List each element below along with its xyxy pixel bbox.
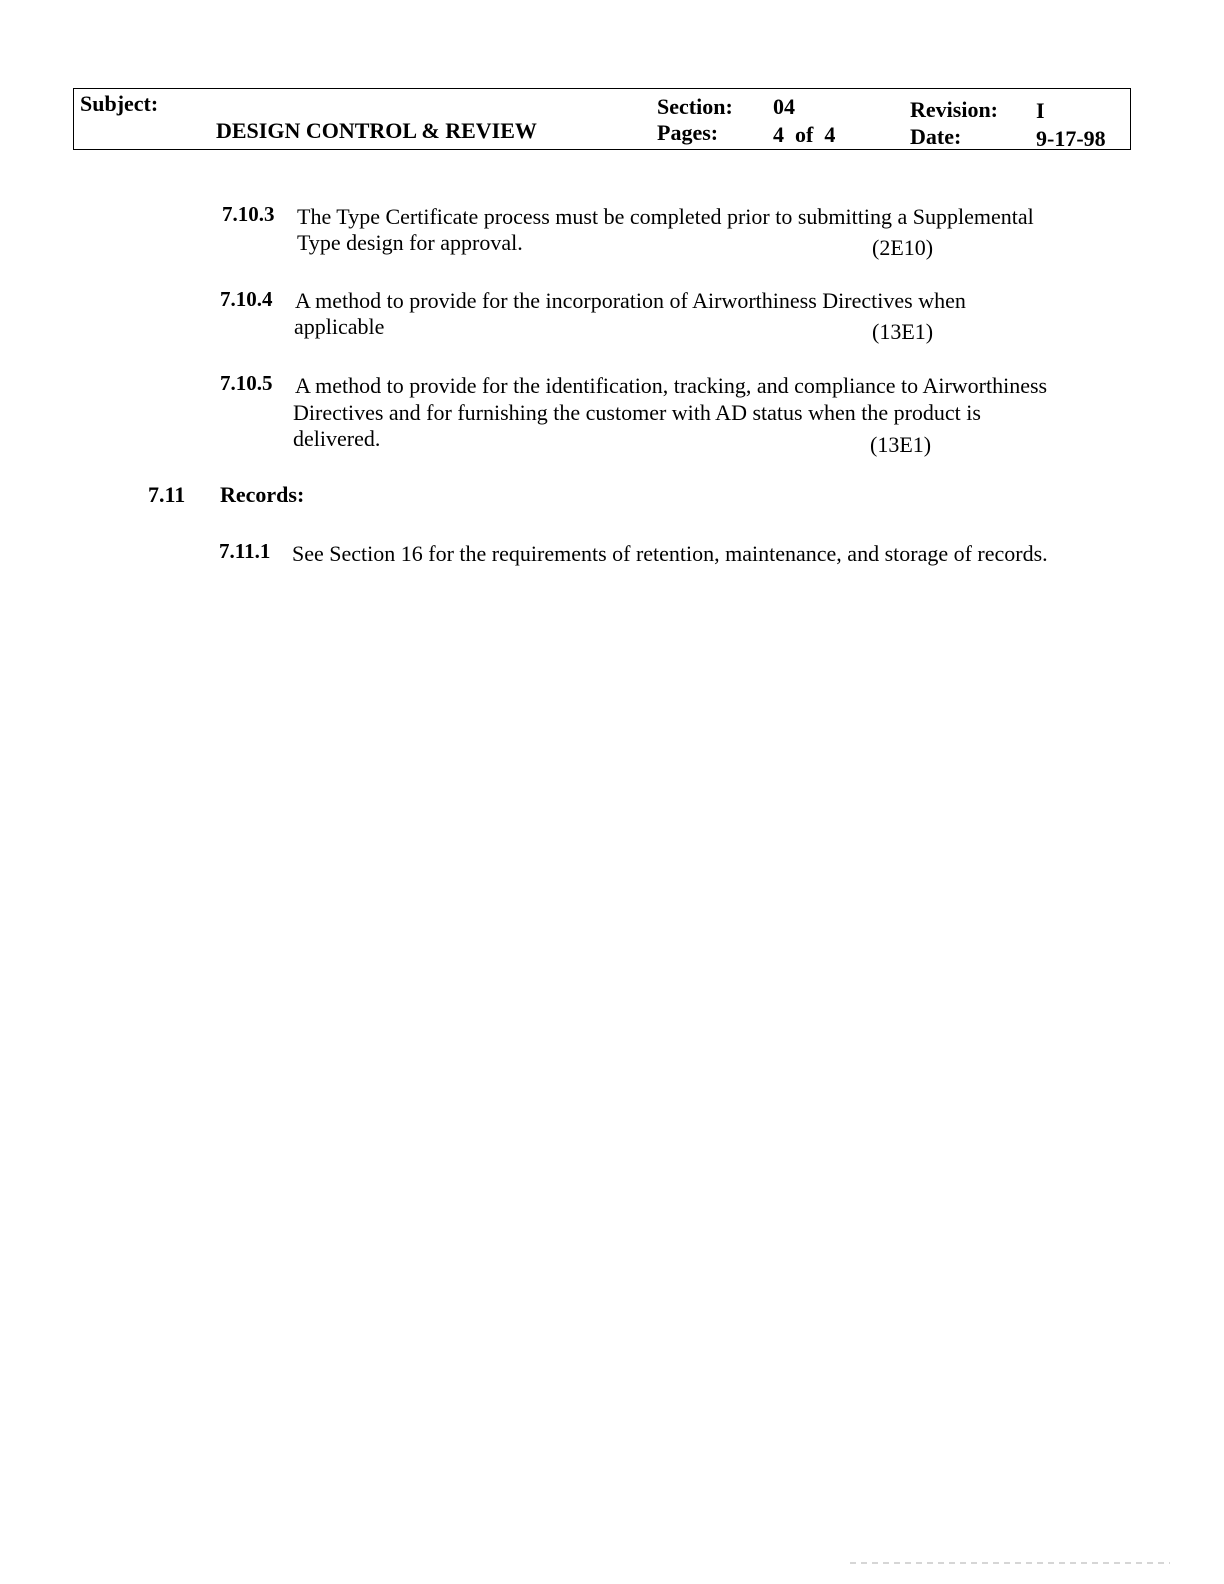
item-text: Directives and for furnishing the customer with AD status when the product is xyxy=(293,400,981,425)
item-number: 7.10.3 xyxy=(222,202,275,226)
date-label: Date: xyxy=(910,124,962,149)
reference-code: (2E10) xyxy=(872,235,934,260)
reference-code: (13E1) xyxy=(870,432,932,457)
item-text: A method to provide for the identification, tracking, and compliance to Airworthiness xyxy=(295,373,1048,398)
revision-label: Revision: xyxy=(910,97,998,122)
subject-value: DESIGN CONTROL & REVIEW xyxy=(216,118,537,143)
item-text: Type design for approval. xyxy=(297,230,523,255)
section-value: 04 xyxy=(773,94,795,119)
revision-value: I xyxy=(1036,98,1045,123)
date-value: 9-17-98 xyxy=(1036,126,1106,151)
item-text: A method to provide for the incorporation of Airworthiness Directives when xyxy=(295,288,966,313)
scan-artifact xyxy=(850,1562,1170,1564)
item-number: 7.11.1 xyxy=(219,539,271,563)
pages-label: Pages: xyxy=(657,120,719,145)
item-text: delivered. xyxy=(293,426,381,451)
section-number: 7.11 xyxy=(148,482,186,507)
item-number: 7.10.5 xyxy=(220,371,273,395)
item-number: 7.10.4 xyxy=(220,287,273,311)
item-text: applicable xyxy=(294,314,385,339)
section-label: Section: xyxy=(657,94,733,119)
subject-label: Subject: xyxy=(80,91,159,116)
section-heading: Records: xyxy=(220,482,305,507)
reference-code: (13E1) xyxy=(872,319,934,344)
item-text: See Section 16 for the requirements of retention, maintenance, and storage of records. xyxy=(292,541,1048,566)
item-text: The Type Certificate process must be completed prior to submitting a Supplemental xyxy=(297,204,1034,229)
pages-value: 4 of 4 xyxy=(773,122,836,147)
